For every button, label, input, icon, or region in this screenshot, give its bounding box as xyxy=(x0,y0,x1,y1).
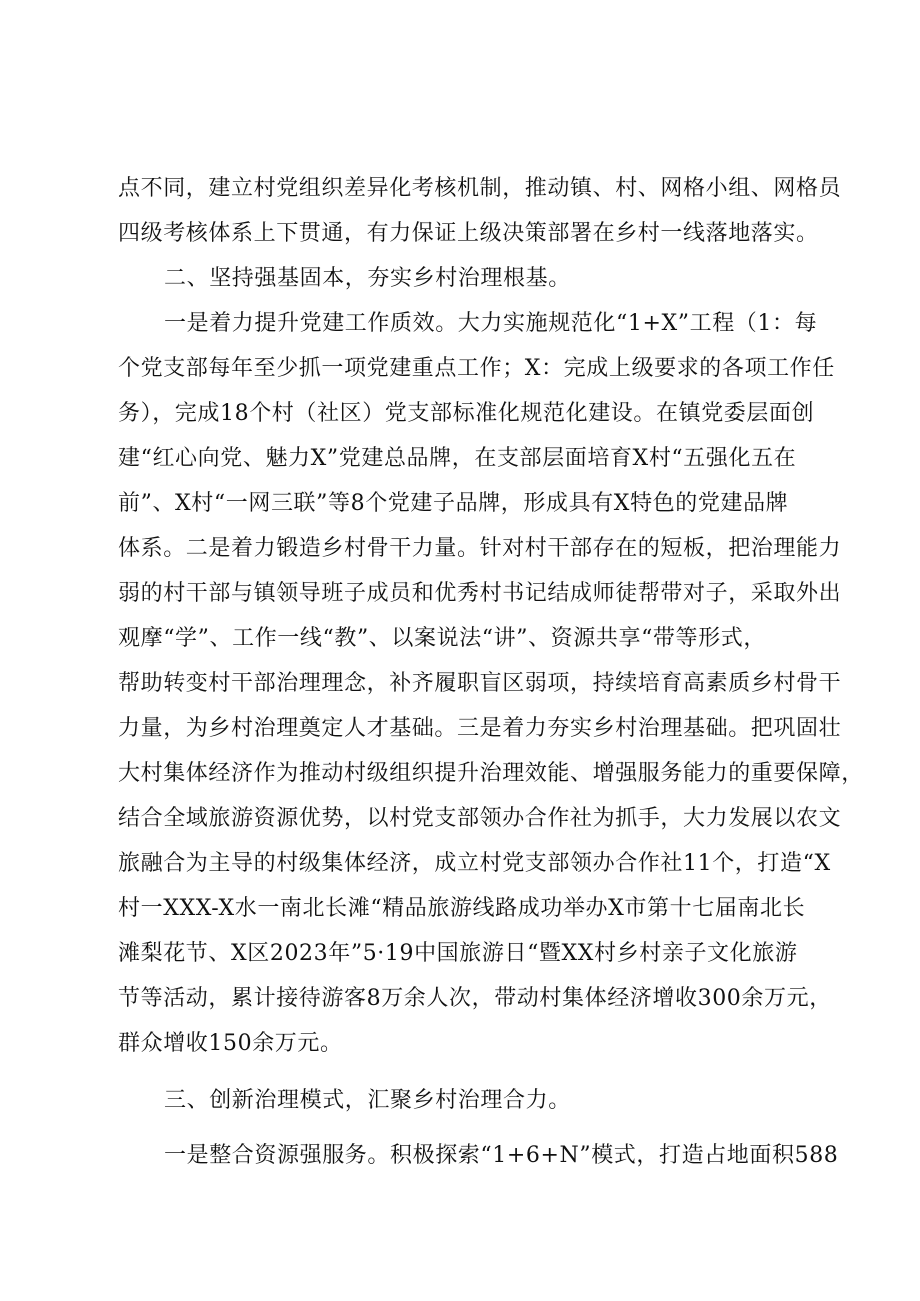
body-text-line: 弱的村干部与镇领导班子成员和优秀村书记结成师徒帮带对子，采取外出 xyxy=(118,581,842,606)
body-text-line: 帮助转变村干部治理理念，补齐履职盲区弱项，持续培育高素质乡村骨干 xyxy=(118,671,842,696)
body-text-line: 节等活动，累计接待游客8万余人次，带动村集体经济增收300余万元， xyxy=(118,986,832,1011)
body-text-line: 务），完成18个村（社区）党支部标准化规范化建设。在镇党委层面创 xyxy=(118,401,815,426)
body-text-line: 力量，为乡村治理奠定人才基础。三是着力夯实乡村治理基础。把巩固壮 xyxy=(118,716,842,741)
body-text-line: 观摩“学”、工作一线“教”、以案说法“讲”、资源共享“带等形式， xyxy=(118,626,766,651)
body-text-line: 前”、X村“一网三联”等8个党建子品牌，形成具有X特色的党建品牌 xyxy=(118,491,789,516)
body-text-line: 群众增收150余万元。 xyxy=(118,1031,343,1056)
body-text-line: 旅融合为主导的村级集体经济，成立村党支部领办合作社11个，打造“X xyxy=(118,851,831,876)
body-text-line: 点不同，建立村党组织差异化考核机制，推动镇、村、网格小组、网格员 xyxy=(118,176,842,201)
body-text-line: 滩梨花节、X区2023年”5·19中国旅游日“暨XX村乡村亲子文化旅游 xyxy=(118,941,798,966)
body-text-line: 个党支部每年至少抓一项党建重点工作；X：完成上级要求的各项工作任 xyxy=(118,356,835,381)
section-heading: 三、创新治理模式，汇聚乡村治理合力。 xyxy=(164,1088,571,1113)
body-text-line: 一是着力提升党建工作质效。大力实施规范化“1+X”工程（1：每 xyxy=(164,311,818,336)
body-text-line: 建“红心向党、魅力X”党建总品牌，在支部层面培育X村“五强化五在 xyxy=(118,446,797,471)
body-text-line: 四级考核体系上下贯通，有力保证上级决策部署在乡村一线落地落实。 xyxy=(118,221,819,246)
section-heading: 二、坚持强基固本，夯实乡村治理根基。 xyxy=(164,266,571,291)
body-text-line: 结合全域旅游资源优势，以村党支部领办合作社为抓手，大力发展以农文 xyxy=(118,806,842,831)
body-text-line: 体系。二是着力锻造乡村骨干力量。针对村干部存在的短板，把治理能力 xyxy=(118,536,842,561)
body-text-line: 村一XXX-X水一南北长滩“精品旅游线路成功举办X市第十七届南北长 xyxy=(118,896,806,921)
body-text-line: 一是整合资源强服务。积极探索“1+6+N”模式，打造占地面积588 xyxy=(164,1143,839,1168)
body-text-line: 大村集体经济作为推动村级组织提升治理效能、增强服务能力的重要保障， xyxy=(118,761,864,786)
